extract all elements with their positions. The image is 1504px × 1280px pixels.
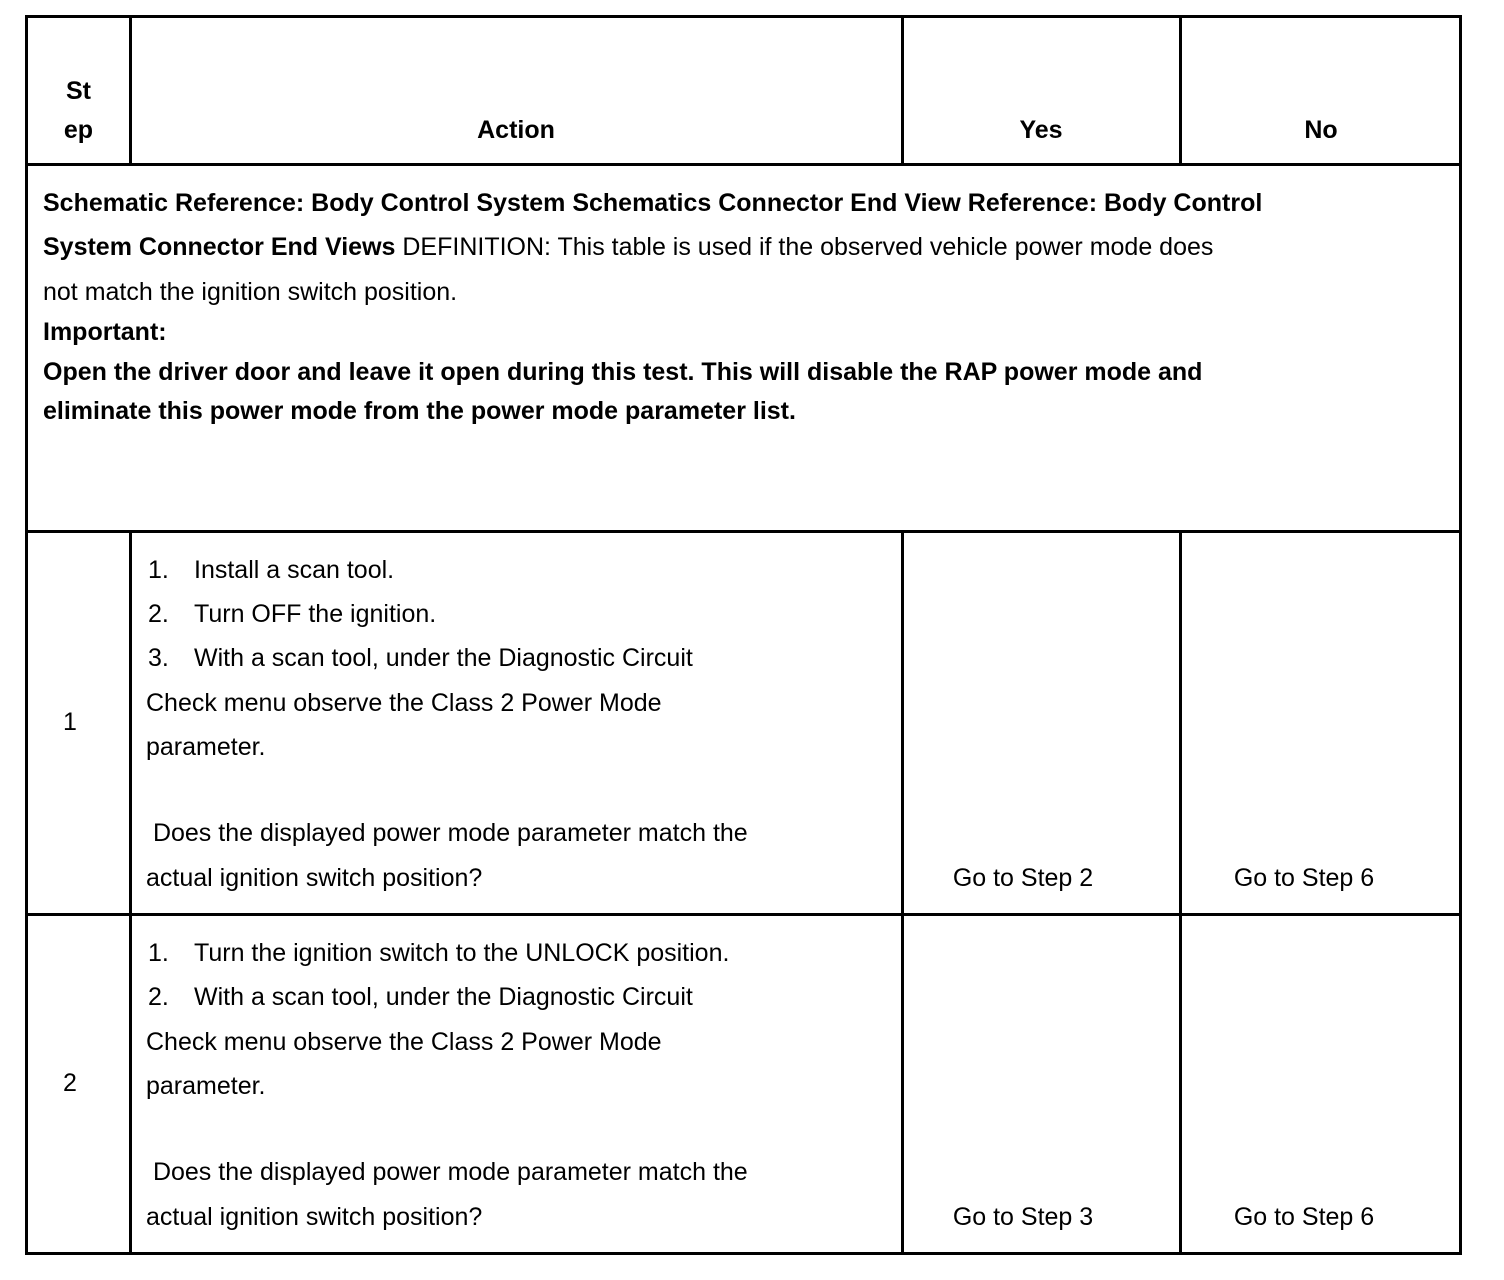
row2-no: Go to Step 6 — [1233, 1203, 1375, 1231]
row2-yes: Go to Step 3 — [952, 1203, 1094, 1231]
header-step-line1: St — [66, 77, 91, 105]
header-step — [28, 77, 129, 144]
row1-cont1: Check menu observe the Class 2 Power Mode — [146, 689, 662, 717]
row2-question2: actual ignition switch position? — [146, 1203, 483, 1231]
row1-cont2: parameter. — [146, 733, 266, 761]
intro-divider — [28, 530, 1459, 533]
intro-line1: Schematic Reference: Body Control System Schematics Connector End View Reference: Body Control — [43, 189, 1263, 217]
row1-yes: Go to Step 2 — [952, 864, 1094, 892]
intro-line2-bold: System Connector End Views — [43, 233, 396, 261]
header-no: No — [1304, 116, 1338, 144]
intro-line2-rest: DEFINITION: This table is used if the observed vehicle power mode does — [395, 233, 1214, 261]
row2-step: 2 — [63, 1069, 77, 1097]
row2-item1-number: 1. — [148, 939, 169, 967]
row1-question2: actual ignition switch position? — [146, 864, 483, 892]
header-action: Action — [477, 116, 555, 144]
important-line1: Open the driver door and leave it open during this test. This will disable the RAP power mode and — [43, 358, 1203, 386]
row1-item2: Turn OFF the ignition. — [194, 600, 437, 628]
important-label: Important: — [43, 318, 167, 346]
header-step-line2: ep — [63, 116, 94, 144]
row1-question1: Does the displayed power mode parameter match the — [146, 819, 748, 847]
row1-item2-number: 2. — [148, 600, 169, 628]
row1-item3-number: 3. — [148, 644, 169, 672]
row1-item1-number: 1. — [148, 556, 169, 584]
row2-item2-number: 2. — [148, 983, 169, 1011]
row2-cont1: Check menu observe the Class 2 Power Mode — [146, 1028, 662, 1056]
row2-question1: Does the displayed power mode parameter match the — [146, 1158, 748, 1186]
row2-item1: Turn the ignition switch to the UNLOCK position. — [194, 939, 730, 967]
row1-item3: With a scan tool, under the Diagnostic Circuit — [194, 644, 693, 672]
row2-cont2: parameter. — [146, 1072, 266, 1100]
row1-divider — [28, 913, 1459, 916]
col-divider-step-rows — [129, 530, 132, 1252]
header-divider — [28, 163, 1459, 166]
important-line2: eliminate this power mode from the power mode parameter list. — [43, 397, 796, 425]
header-yes: Yes — [1019, 116, 1063, 144]
intro-line3: not match the ignition switch position. — [43, 278, 458, 306]
row1-item1: Install a scan tool. — [194, 556, 395, 584]
row1-step: 1 — [63, 708, 77, 736]
intro-line2 — [43, 233, 1213, 261]
row1-no: Go to Step 6 — [1233, 864, 1375, 892]
row2-item2: With a scan tool, under the Diagnostic Circuit — [194, 983, 693, 1011]
